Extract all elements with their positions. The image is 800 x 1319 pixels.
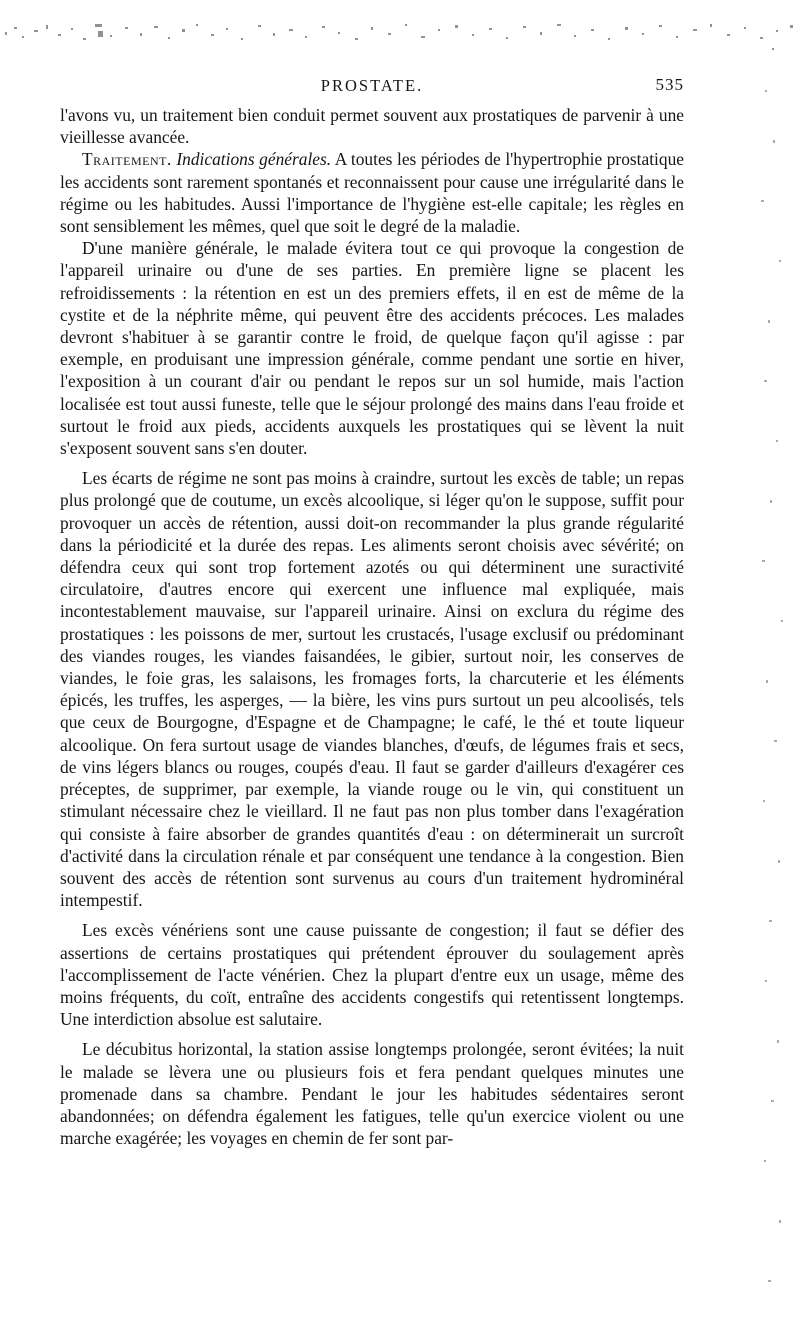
scan-noise-top: [0, 0, 800, 60]
paragraph-exces-veneriens: Les excès vénériens sont une cause puissante de congestion; il faut se défier des assertions de certains prostatiques qui prétendent éprouver du soulagement après l'accomplissement de l'acte vénérien. Chez la plupart d'entre eux un usage, même des moins fréquents, du coït, entraîne des accidents congestifs qui retentissent longtemps. Une interdiction absolue est salutaire.: [60, 920, 684, 1030]
paragraph-congestion: D'une manière générale, le malade évitera tout ce qui provoque la congestion de l'appareil urinaire ou d'une de ses parties. En première ligne se placent les refroidissements : la rétention en est un des premiers effets, il en est de même de la cystite et de la néphrite même, qui peuvent être des accidents précoces. Les malades devront s'habituer à se garantir contre le froid, de quelque façon qu'il agisse : par exemple, en produisant une impression générale, comme pendant une sortie en hiver, l'exposition à un courant d'air ou pendant le repos sur un sol humide, mais l'action localisée est tout aussi funeste, telle que le séjour prolongé des mains dans l'eau froide et surtout le froid aux pieds, accidents auxquels les prostatiques qui se lèvent la nuit s'exposent souvent sans s'en douter.: [60, 238, 684, 459]
section-subtitle: Indications générales.: [176, 149, 332, 170]
body-text: [60, 104, 684, 1149]
paragraph-continuation: l'avons vu, un traitement bien conduit permet souvent aux prostatiques de parvenir à une vieillesse avancée.: [60, 105, 684, 148]
page-number: 535: [655, 75, 684, 94]
paragraph-text: A toutes les périodes de l'hypertrophie prostatique les accidents sont rarement spontanés et reconnaissent pour cause une irrégularité dans le régime ou les habitudes. Aussi l'importance de l'hygiène est-elle capitale; les règles en sont sensiblement les mêmes, quel que soit le degré de la maladie.: [60, 149, 684, 237]
running-head: PROSTATE.: [320, 76, 424, 95]
page-header: [60, 76, 684, 102]
paragraph-decubitus: Le décubitus horizontal, la station assise longtemps prolongée, seront évitées; la nuit le malade se lèvera une ou plusieurs fois et fera pendant quelques minutes une promenade dans sa chambre. Pendant le jour les habitudes sédentaires seront abandonnées; on défendra également les fatigues, telle qu'un exercice violent ou une marche exagérée; les voyages en chemin de fer sont par-: [60, 1039, 684, 1149]
section-label: Traitement.: [82, 149, 172, 170]
paragraph-regime: Les écarts de régime ne sont pas moins à craindre, surtout les excès de table; un repas plus prolongé que de coutume, un excès alcoolique, si léger qu'on le suppose, suffit pour provoquer un accès de rétention, aussi doit-on recommander la plus grande régularité dans la périodicité et la durée des repas. Les aliments seront choisis avec sévérité; on défendra ceux qui sont trop fortement azotés ou qui déterminent une suractivité circulatoire, d'autres encore qui exercent une influence mal expliquée, mais incontestablement mauvaise, sur l'appareil urinaire. Ainsi on exclura du régime des prostatiques : les poissons de mer, surtout les crustacés, l'usage exclusif ou prédominant des viandes rouges, les viandes faisandées, le gibier, surtout noir, les conserves de viandes, le foie gras, les salaisons, les fromages forts, la charcuterie et les éléments épicés, les truffes, les asperges, — la bière, les vins purs surtout un peu alcoolisés, tels que ceux de Bourgogne, d'Espagne et de Champagne; le café, le thé et toute liqueur alcoolique. On fera surtout usage de viandes blanches, d'œufs, de légumes frais et secs, de vins légers blancs ou rouges, coupés d'eau. Il faut se garder d'ailleurs d'exagérer ces préceptes, de supprimer, par exemple, la viande rouge ou le vin, qui constituent un stimulant nécessaire chez le vieillard. Il ne faut pas non plus tomber dans l'exagération qui consiste à faire absorber de grandes quantités d'eau : on déterminerait un surcroît d'activité dans la circulation rénale et par conséquent une tendance à la congestion. Bien souvent des accès de rétention sont survenus au cours d'un traitement hydrominéral intempestif.: [60, 468, 684, 911]
scan-noise-right: [735, 60, 800, 1319]
paragraph-traitement: [60, 148, 684, 237]
